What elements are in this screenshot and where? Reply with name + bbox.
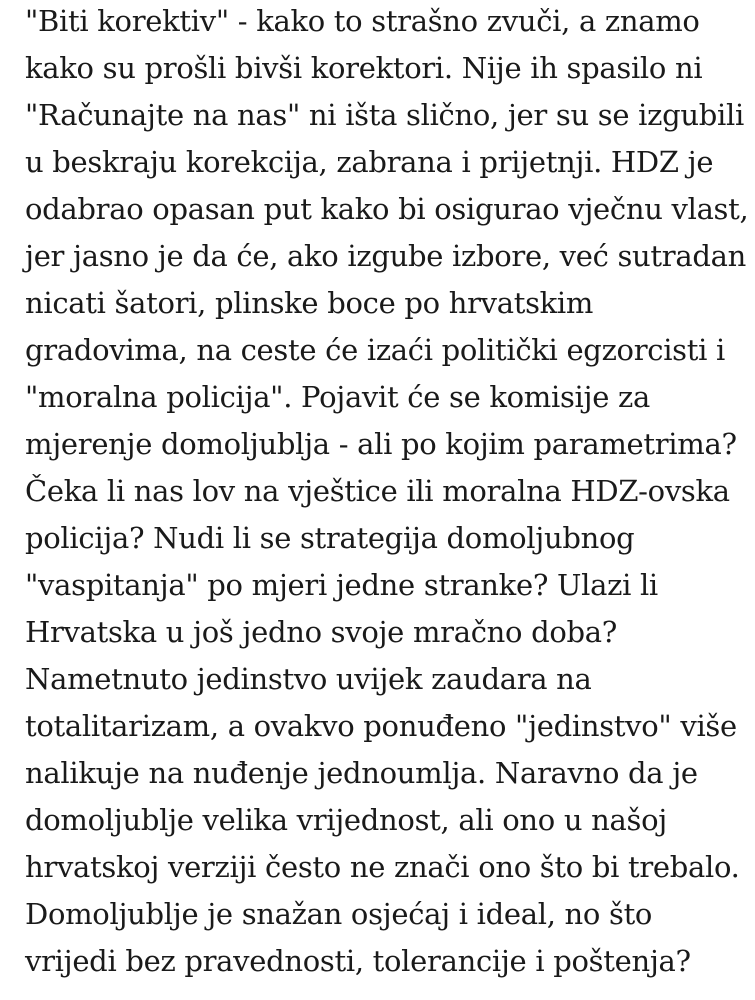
paragraph-line: Čeka li nas lov na vještice ili moralna HDZ-ovska [25, 474, 730, 508]
paragraph-line: "Računajte na nas" ni išta slično, jer su se izgubili [25, 98, 744, 132]
paragraph-line: Hrvatska u još jedno svoje mračno doba? [25, 615, 618, 649]
paragraph-line: totalitarizam, a ovakvo ponuđeno "jedinstvo" više [25, 709, 737, 743]
paragraph-line: Nametnuto jedinstvo uvijek zaudara na [25, 662, 592, 696]
paragraph-line: Domoljublje je snažan osjećaj i ideal, no što [25, 897, 653, 931]
paragraph-line: "vaspitanja" po mjeri jedne stranke? Ulazi li [25, 568, 658, 602]
paragraph-line: vrijedi bez pravednosti, tolerancije i poštenja? [25, 944, 691, 978]
paragraph-line: jer jasno je da će, ako izgube izbore, već sutradan [25, 239, 746, 273]
paragraph-line: "moralna policija". Pojavit će se komisije za [25, 380, 650, 414]
paragraph-line: nicati šatori, plinske boce po hrvatskim [25, 286, 594, 320]
paragraph-line: odabrao opasan put kako bi osigurao vječnu vlast, [25, 192, 749, 226]
paragraph-line: domoljublje velika vrijednost, ali ono u našoj [25, 803, 667, 837]
paragraph-line: u beskraju korekcija, zabrana i prijetnji. HDZ je [25, 145, 714, 179]
paragraph-line: gradovima, na ceste će izaći politički egzorcisti i [25, 333, 725, 367]
paragraph-line: policija? Nudi li se strategija domoljubnog [25, 521, 635, 555]
paragraph-line: hrvatskoj verziji često ne znači ono što bi trebalo. [25, 850, 740, 884]
paragraph-line: kako su prošli bivši korektori. Nije ih spasilo ni [25, 51, 703, 85]
paragraph-line: mjerenje domoljublja - ali po kojim parametrima? [25, 427, 737, 461]
paragraph-line: "Biti korektiv" - kako to strašno zvuči, a znamo [25, 4, 700, 38]
paragraph-line: nalikuje na nuđenje jednoumlja. Naravno da je [25, 756, 698, 790]
